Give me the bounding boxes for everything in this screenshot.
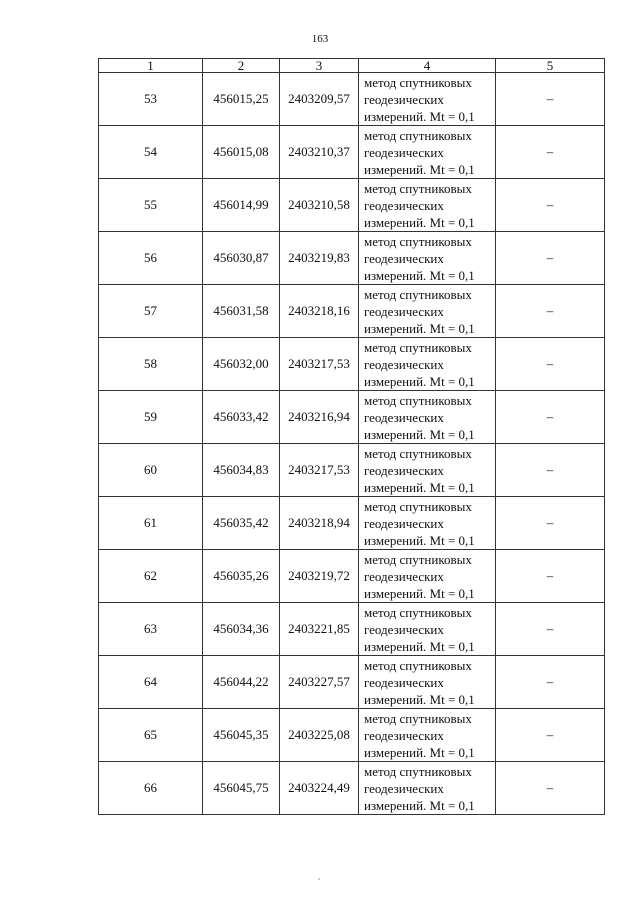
method-line-2: геодезических	[364, 462, 444, 478]
y-coordinate-cell: 2403209,57	[280, 73, 359, 126]
table-row	[99, 762, 605, 815]
method-line-3: измерений. Mt = 0,1	[364, 267, 475, 283]
note-cell: –	[496, 232, 605, 285]
method-line-1: метод спутниковых	[364, 127, 472, 143]
table-row	[99, 179, 605, 232]
y-coordinate-cell: 2403217,53	[280, 444, 359, 497]
table-row	[99, 73, 605, 126]
method-line-2: геодезических	[364, 356, 444, 372]
note-cell: –	[496, 709, 605, 762]
point-number-cell: 63	[99, 603, 203, 656]
table-row	[99, 285, 605, 338]
coordinates-table	[98, 58, 605, 815]
y-coordinate-cell: 2403218,94	[280, 497, 359, 550]
method-line-1: метод спутниковых	[364, 392, 472, 408]
method-cell	[359, 550, 496, 603]
table-row	[99, 232, 605, 285]
point-number-cell: 54	[99, 126, 203, 179]
x-coordinate-cell: 456035,26	[203, 550, 280, 603]
method-line-3: измерений. Mt = 0,1	[364, 373, 475, 389]
method-line-2: геодезических	[364, 409, 444, 425]
point-number-cell: 58	[99, 338, 203, 391]
method-line-1: метод спутниковых	[364, 551, 472, 567]
method-line-3: измерений. Mt = 0,1	[364, 214, 475, 230]
point-number-cell: 64	[99, 656, 203, 709]
method-line-3: измерений. Mt = 0,1	[364, 532, 475, 548]
scan-speck	[318, 878, 320, 880]
method-line-1: метод спутниковых	[364, 74, 472, 90]
y-coordinate-cell: 2403219,72	[280, 550, 359, 603]
x-coordinate-cell: 456034,36	[203, 603, 280, 656]
y-coordinate-cell: 2403224,49	[280, 762, 359, 815]
method-line-3: измерений. Mt = 0,1	[364, 108, 475, 124]
method-line-1: метод спутниковых	[364, 339, 472, 355]
method-line-2: геодезических	[364, 303, 444, 319]
method-line-2: геодезических	[364, 144, 444, 160]
x-coordinate-cell: 456045,35	[203, 709, 280, 762]
method-cell	[359, 762, 496, 815]
method-line-2: геодезических	[364, 727, 444, 743]
method-cell	[359, 179, 496, 232]
table-row	[99, 709, 605, 762]
method-cell	[359, 338, 496, 391]
table-header	[99, 59, 605, 73]
method-line-3: измерений. Mt = 0,1	[364, 585, 475, 601]
note-cell: –	[496, 391, 605, 444]
method-cell	[359, 709, 496, 762]
note-cell: –	[496, 444, 605, 497]
method-line-3: измерений. Mt = 0,1	[364, 744, 475, 760]
note-cell: –	[496, 73, 605, 126]
table-body	[99, 73, 605, 815]
point-number-cell: 59	[99, 391, 203, 444]
point-number-cell: 65	[99, 709, 203, 762]
method-line-2: геодезических	[364, 674, 444, 690]
x-coordinate-cell: 456015,08	[203, 126, 280, 179]
x-coordinate-cell: 456031,58	[203, 285, 280, 338]
method-line-1: метод спутниковых	[364, 657, 472, 673]
method-line-3: измерений. Mt = 0,1	[364, 479, 475, 495]
table-row	[99, 338, 605, 391]
note-cell: –	[496, 126, 605, 179]
method-line-3: измерений. Mt = 0,1	[364, 320, 475, 336]
y-coordinate-cell: 2403216,94	[280, 391, 359, 444]
method-line-1: метод спутниковых	[364, 710, 472, 726]
method-line-3: измерений. Mt = 0,1	[364, 638, 475, 654]
method-cell	[359, 497, 496, 550]
note-cell: –	[496, 497, 605, 550]
point-number-cell: 61	[99, 497, 203, 550]
method-line-3: измерений. Mt = 0,1	[364, 691, 475, 707]
method-cell	[359, 285, 496, 338]
point-number-cell: 66	[99, 762, 203, 815]
table-row	[99, 656, 605, 709]
y-coordinate-cell: 2403217,53	[280, 338, 359, 391]
method-line-2: геодезических	[364, 780, 444, 796]
point-number-cell: 62	[99, 550, 203, 603]
x-coordinate-cell: 456045,75	[203, 762, 280, 815]
note-cell: –	[496, 285, 605, 338]
y-coordinate-cell: 2403219,83	[280, 232, 359, 285]
method-cell	[359, 232, 496, 285]
x-coordinate-cell: 456030,87	[203, 232, 280, 285]
method-line-2: геодезических	[364, 197, 444, 213]
y-coordinate-cell: 2403210,58	[280, 179, 359, 232]
x-coordinate-cell: 456035,42	[203, 497, 280, 550]
method-line-1: метод спутниковых	[364, 445, 472, 461]
note-cell: –	[496, 603, 605, 656]
point-number-cell: 57	[99, 285, 203, 338]
point-number-cell: 53	[99, 73, 203, 126]
note-cell: –	[496, 179, 605, 232]
table-row	[99, 444, 605, 497]
header-row	[99, 59, 605, 73]
header-col-4: 4	[359, 59, 496, 73]
header-col-5: 5	[496, 59, 605, 73]
method-line-2: геодезических	[364, 91, 444, 107]
method-line-2: геодезических	[364, 568, 444, 584]
header-col-3: 3	[280, 59, 359, 73]
note-cell: –	[496, 656, 605, 709]
y-coordinate-cell: 2403221,85	[280, 603, 359, 656]
header-col-2: 2	[203, 59, 280, 73]
method-line-3: измерений. Mt = 0,1	[364, 797, 475, 813]
method-line-2: геодезических	[364, 621, 444, 637]
method-line-3: измерений. Mt = 0,1	[364, 161, 475, 177]
method-line-1: метод спутниковых	[364, 604, 472, 620]
method-cell	[359, 444, 496, 497]
method-cell	[359, 656, 496, 709]
table-row	[99, 550, 605, 603]
x-coordinate-cell: 456032,00	[203, 338, 280, 391]
method-cell	[359, 73, 496, 126]
method-line-1: метод спутниковых	[364, 498, 472, 514]
method-line-1: метод спутниковых	[364, 763, 472, 779]
x-coordinate-cell: 456015,25	[203, 73, 280, 126]
x-coordinate-cell: 456033,42	[203, 391, 280, 444]
method-cell	[359, 126, 496, 179]
note-cell: –	[496, 338, 605, 391]
y-coordinate-cell: 2403210,37	[280, 126, 359, 179]
note-cell: –	[496, 762, 605, 815]
method-line-2: геодезических	[364, 515, 444, 531]
note-cell: –	[496, 550, 605, 603]
table-row	[99, 603, 605, 656]
method-line-1: метод спутниковых	[364, 286, 472, 302]
y-coordinate-cell: 2403227,57	[280, 656, 359, 709]
method-line-3: измерений. Mt = 0,1	[364, 426, 475, 442]
x-coordinate-cell: 456044,22	[203, 656, 280, 709]
table-row	[99, 391, 605, 444]
method-line-1: метод спутниковых	[364, 180, 472, 196]
table-row	[99, 126, 605, 179]
y-coordinate-cell: 2403218,16	[280, 285, 359, 338]
method-line-1: метод спутниковых	[364, 233, 472, 249]
table-row	[99, 497, 605, 550]
method-cell	[359, 603, 496, 656]
method-cell	[359, 391, 496, 444]
method-line-2: геодезических	[364, 250, 444, 266]
x-coordinate-cell: 456014,99	[203, 179, 280, 232]
point-number-cell: 60	[99, 444, 203, 497]
x-coordinate-cell: 456034,83	[203, 444, 280, 497]
point-number-cell: 55	[99, 179, 203, 232]
page-number: 163	[311, 33, 329, 45]
y-coordinate-cell: 2403225,08	[280, 709, 359, 762]
header-col-1: 1	[99, 59, 203, 73]
point-number-cell: 56	[99, 232, 203, 285]
